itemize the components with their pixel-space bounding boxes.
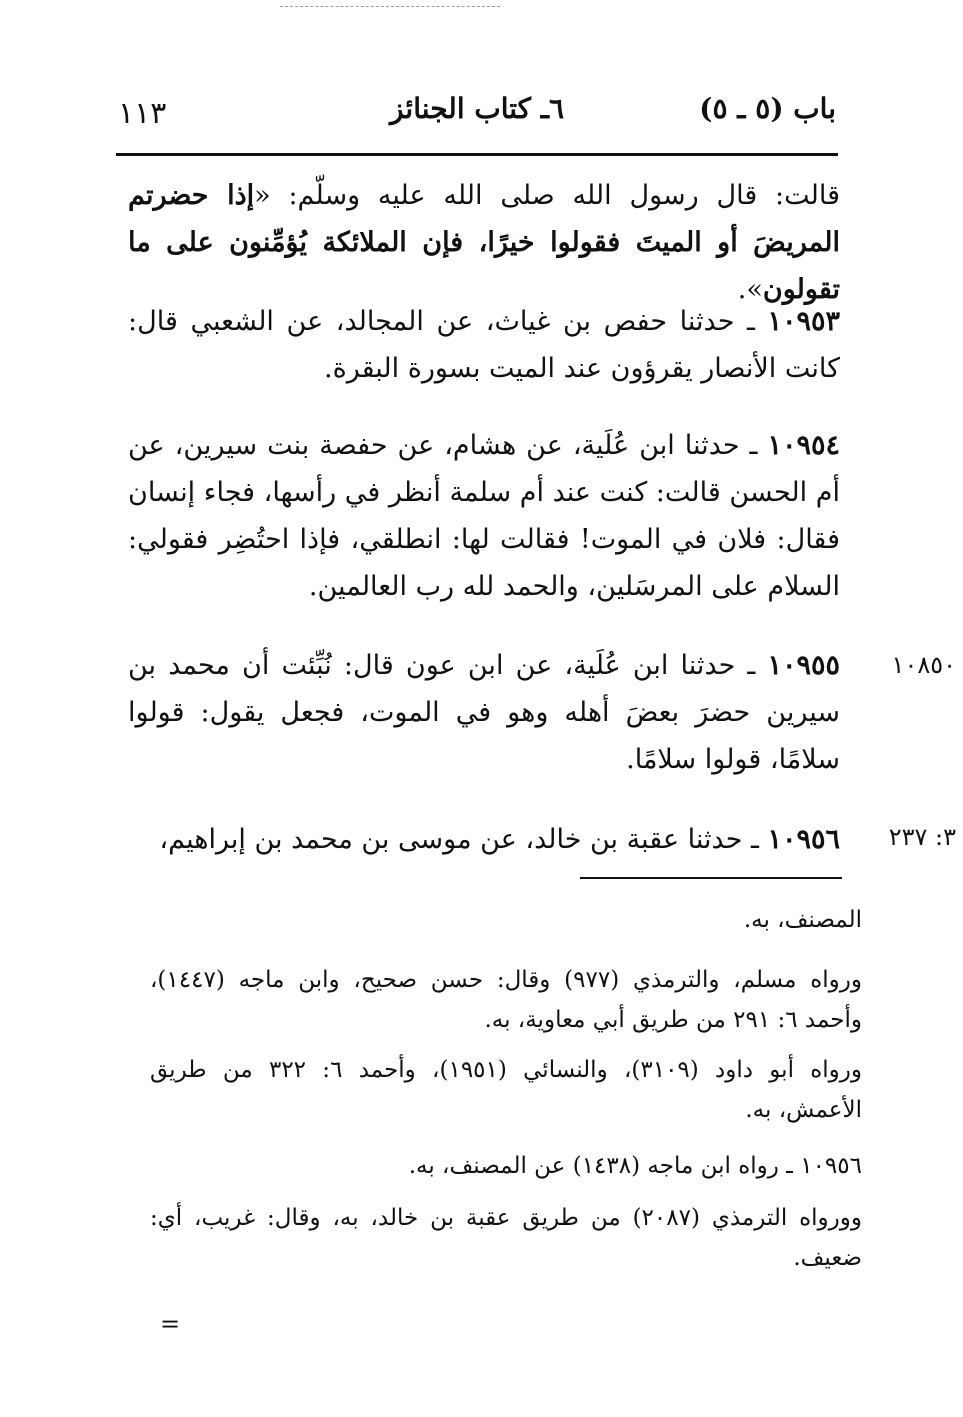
hadith-number: ١٠٩٥٤ bbox=[767, 430, 840, 461]
footnote: ورواه أبو داود (٣١٠٩)، والنسائي (١٩٥١)، وأحمد ٦: ٣٢٢ من طريق الأعمش، به. bbox=[150, 1057, 863, 1123]
hadith-10955 bbox=[128, 642, 840, 783]
margin-reference: ١٠٨٥٠ bbox=[891, 651, 956, 679]
footnote: ورواه مسلم، والترمذي (٩٧٧) وقال: حسن صحيح، وابن ماجه (١٤٤٧)، وأحمد ٦: ٢٩١ من طريق أبي معاوية، به. bbox=[150, 967, 862, 1033]
continuation-mark: = bbox=[160, 1310, 181, 1338]
top-scan-dash bbox=[280, 6, 500, 7]
footnote: المصنف، به. bbox=[743, 907, 862, 933]
book-title: ٦ـ كتاب الجنائز bbox=[389, 92, 565, 125]
margin-reference: ٣: ٢٣٧ bbox=[888, 823, 956, 851]
hadith-text: ـ حدثنا عقبة بن خالد، عن موسى بن محمد بن إبراهيم، bbox=[159, 824, 759, 855]
header-rule bbox=[116, 153, 838, 156]
intro-paragraph: قالت: قال رسول الله صلى الله عليه وسلّم: «إذا حضرتم المريضَ أو الميتَ فقولوا خيرًا، فإن الملائكة يُؤمِّنون على ما تقولون». bbox=[128, 180, 840, 305]
hadith-10954 bbox=[128, 422, 840, 610]
hadith-number: ١٠٩٥٣ bbox=[767, 306, 840, 337]
page-header bbox=[118, 92, 836, 132]
chapter-label: باب (٥ ـ ٥) bbox=[699, 92, 836, 125]
hadith-10956 bbox=[128, 816, 840, 863]
hadith-text: ـ حدثنا حفص بن غياث، عن المجالد، عن الشعبي قال: كانت الأنصار يقرؤون عند الميت بسورة البقرة. bbox=[128, 306, 840, 384]
hadith-text: ـ حدثنا ابن عُلَية، عن هشام، عن حفصة بنت سيرين، عن أم الحسن قالت: كنت عند أم سلمة أنظر في رأسها، فجاء إنسان فقال: فلان في الموت! فقالت لها: انطلقي، فإذا احتُضِر فقولي: السلام على المرسَلين، والحمد لله رب العالمين. bbox=[128, 430, 840, 602]
footnote-rule bbox=[580, 877, 842, 879]
hadith-number: ١٠٩٥٦ bbox=[767, 824, 840, 855]
hadith-10953 bbox=[128, 298, 840, 392]
footnote: وورواه الترمذي (٢٠٨٧) من طريق عقبة بن خالد، به، وقال: غريب، أي: ضعيف. bbox=[150, 1205, 862, 1271]
hadith-number: ١٠٩٥٥ bbox=[767, 650, 840, 681]
hadith-text: ـ حدثنا ابن عُلَية، عن ابن عون قال: نُبِّئت أن محمد بن سيرين حضرَ بعضَ أهله وهو في الموت، فجعل يقول: قولوا سلامًا، قولوا سلامًا. bbox=[128, 650, 840, 775]
prophetic-saying: إذا حضرتم المريضَ أو الميتَ فقولوا خيرًا، فإن الملائكة يُؤمِّنون على ما تقولون bbox=[128, 180, 840, 305]
page-number: ١١٣ bbox=[118, 96, 167, 131]
footnote: ١٠٩٥٦ ـ رواه ابن ماجه (١٤٣٨) عن المصنف، به. bbox=[408, 1153, 862, 1179]
